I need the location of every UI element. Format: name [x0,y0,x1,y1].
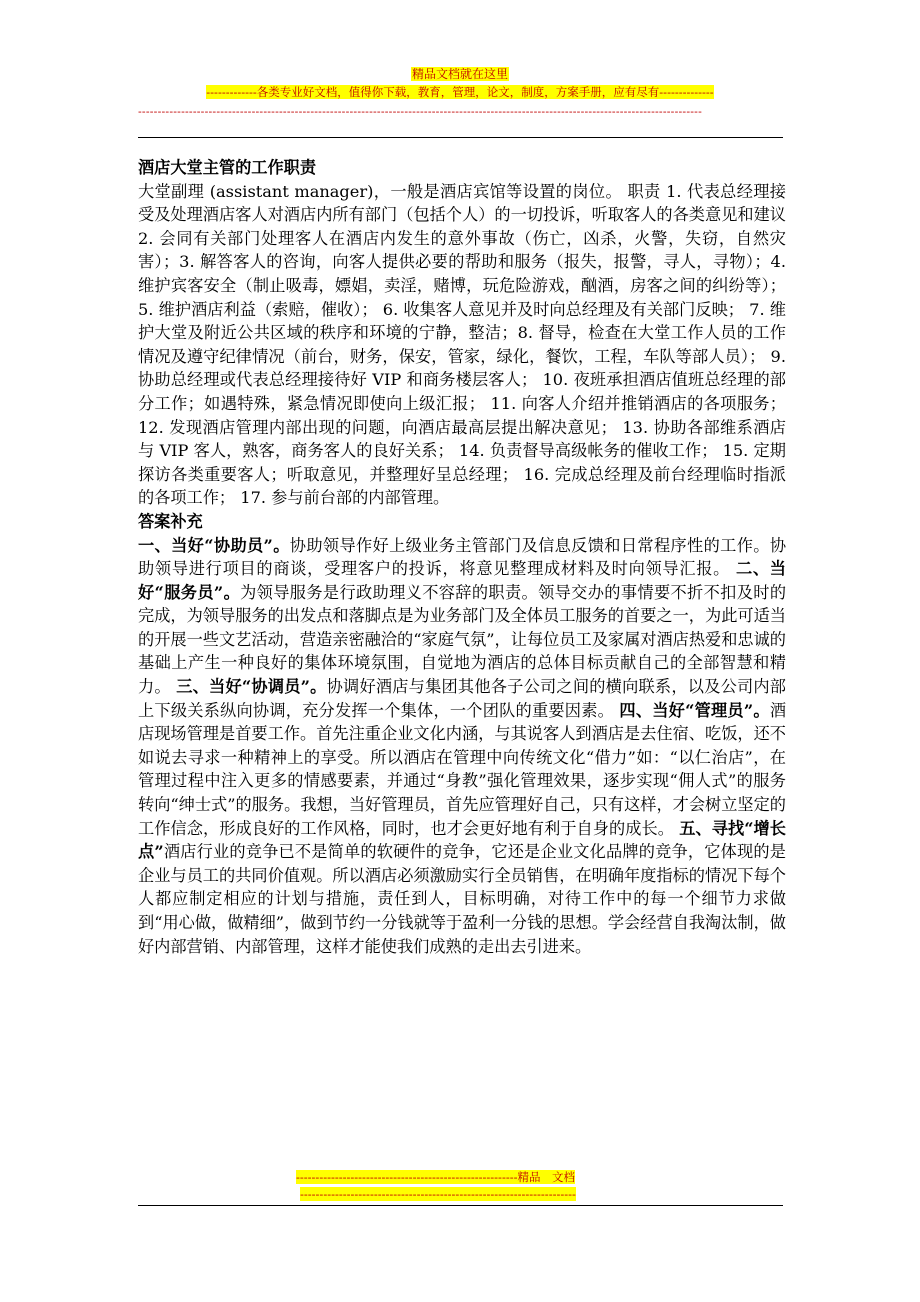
intro-paragraph: 大堂副理 (assistant manager)，一般是酒店宾馆等设置的岗位。 职责 1. 代表总经理接受及处理酒店客人对酒店内所有部门（包括个人）的一切投诉，听取客人的各类意见和建议 2. 会同有关部门处理客人在酒店内发生的意外事故（伤亡，凶杀，火警，失窃，自然灾害）；3. 解答客人的咨询，向客人提供必要的帮助和服务（报失，报警，寻人，寻物）；4. 维护宾客安全（制止吸毒，嫖娼，卖淫，赌博，玩危险游戏，酗酒，房客之间的纠纷等）； 5. 维护酒店利益（索赔，催收）； 6. 收集客人意见并及时向总经理及有关部门反映； 7. 维护大堂及附近公共区域的秩序和环境的宁静，整洁；8. 督导，检查在大堂工作人员的工作情况及遵守纪律情况（前台，财务，保安，管家，绿化，餐饮，工程，车队等部人员）； 9. 协助总经理或代表总经理接待好 VIP 和商务楼层客人； 10. 夜班承担酒店值班总经理的部分工作；如遇特殊，紧急情况即使向上级汇报； 11. 向客人介绍并推销酒店的各项服务； 12. 发现酒店管理内部出现的问题，向酒店最高层提出解决意见； 13. 协助各部维系酒店与 VIP 客人，熟客，商务客人的良好关系； 14. 负责督导高级帐务的催收工作； 15. 定期探访各类重要客人；听取意见，并整理好呈总经理； 16. 完成总经理及前台经理临时指派的各项工作； 17. 参与前台部的内部管理。 [138,181,786,508]
header-banner-subtitle: -------------各类专业好文档，值得你下载，教育，管理，论文，制度，方案手册，应有尽有-------------- [206,85,714,99]
section-3-text: 协调好酒店与集团其他各子公司之间的横向联系，以及公司内部上下级关系纵向协调，充分发挥一个集体，一个团队的重要因素。 [138,677,786,720]
footer-line-1: ---------------------------------------------------------精品 文档 [296,1170,575,1184]
section-5-heading: 五、寻找“增长点” [138,818,786,862]
supplement-paragraph [138,534,786,959]
header-banner-title: 精品文档就在这里 [411,67,508,81]
section-4-text: 酒店现场管理是首要工作。首先注重企业文化内涵，与其说客人到酒店是去住宿、吃饭，还不如说去寻求一种精神上的享受。所以酒店在管理中向传统文化“借力”如：“以仁治店”，在管理过程中注入更多的情感要素，并通过“身教”强化管理效果，逐步实现“佣人式”的服务转向“绅士式”的服务。我想，当好管理员，首先应管理好自己，只有这样，才会树立坚定的工作信念，形成良好的工作风格，同时，也才会更好地有利于自身的成长。 [138,700,786,838]
section-2-text: 为领导服务是行政助理义不容辞的职责。领导交办的事情要不折不扣及时的完成，为领导服务的出发点和落脚点是为业务部门及全体员工服务的首要之一，为此可适当的开展一些文艺活动，营造亲密融洽的“家庭气氛”，让每位员工及家属对酒店热爱和忠诚的基础上产生一种良好的集体环境氛围，自觉地为酒店的总体目标贡献自己的全部智慧和精力。 [138,582,787,697]
section-3-heading: 三、当好“协调员”。 [176,677,327,697]
supplement-title: 答案补充 [138,511,203,531]
section-2-heading: 二、当好“服务员”。 [138,559,786,602]
section-1-text: 协助领导作好上级业务主管部门及信息反馈和日常程序性的工作。协助领导进行项目的商谈，受理客户的投诉，将意见整理成材料及时向领导汇报。 [138,535,787,579]
document-title: 酒店大堂主管的工作职责 [138,158,317,177]
footer-rule [138,1205,783,1206]
header-dashes: ------------------------------------------------------------------------------------------------------------------------------------------------ [138,105,703,118]
section-4-heading: 四、当好“管理员”。 [619,700,770,720]
header-rule [138,137,783,138]
document-body [138,156,786,958]
footer-line-2: ----------------------------------------------------------------------- [300,1187,576,1201]
section-1-heading: 一、当好“协助员”。 [138,535,290,555]
section-5-text: 酒店行业的竞争已不是简单的软硬件的竞争，它还是企业文化品牌的竞争，它体现的是企业与员工的共同价值观。所以酒店必须激励实行全员销售，在明确年度指标的情况下每个人都应制定相应的计划与措施，责任到人，目标明确，对待工作中的每一个细节力求做到“用心做，做精细”，做到节约一分钱就等于盈利一分钱的思想。学会经营自我淘汰制，做好内部营销、内部管理，这样才能使我们成熟的走出去引进来。 [138,842,786,956]
